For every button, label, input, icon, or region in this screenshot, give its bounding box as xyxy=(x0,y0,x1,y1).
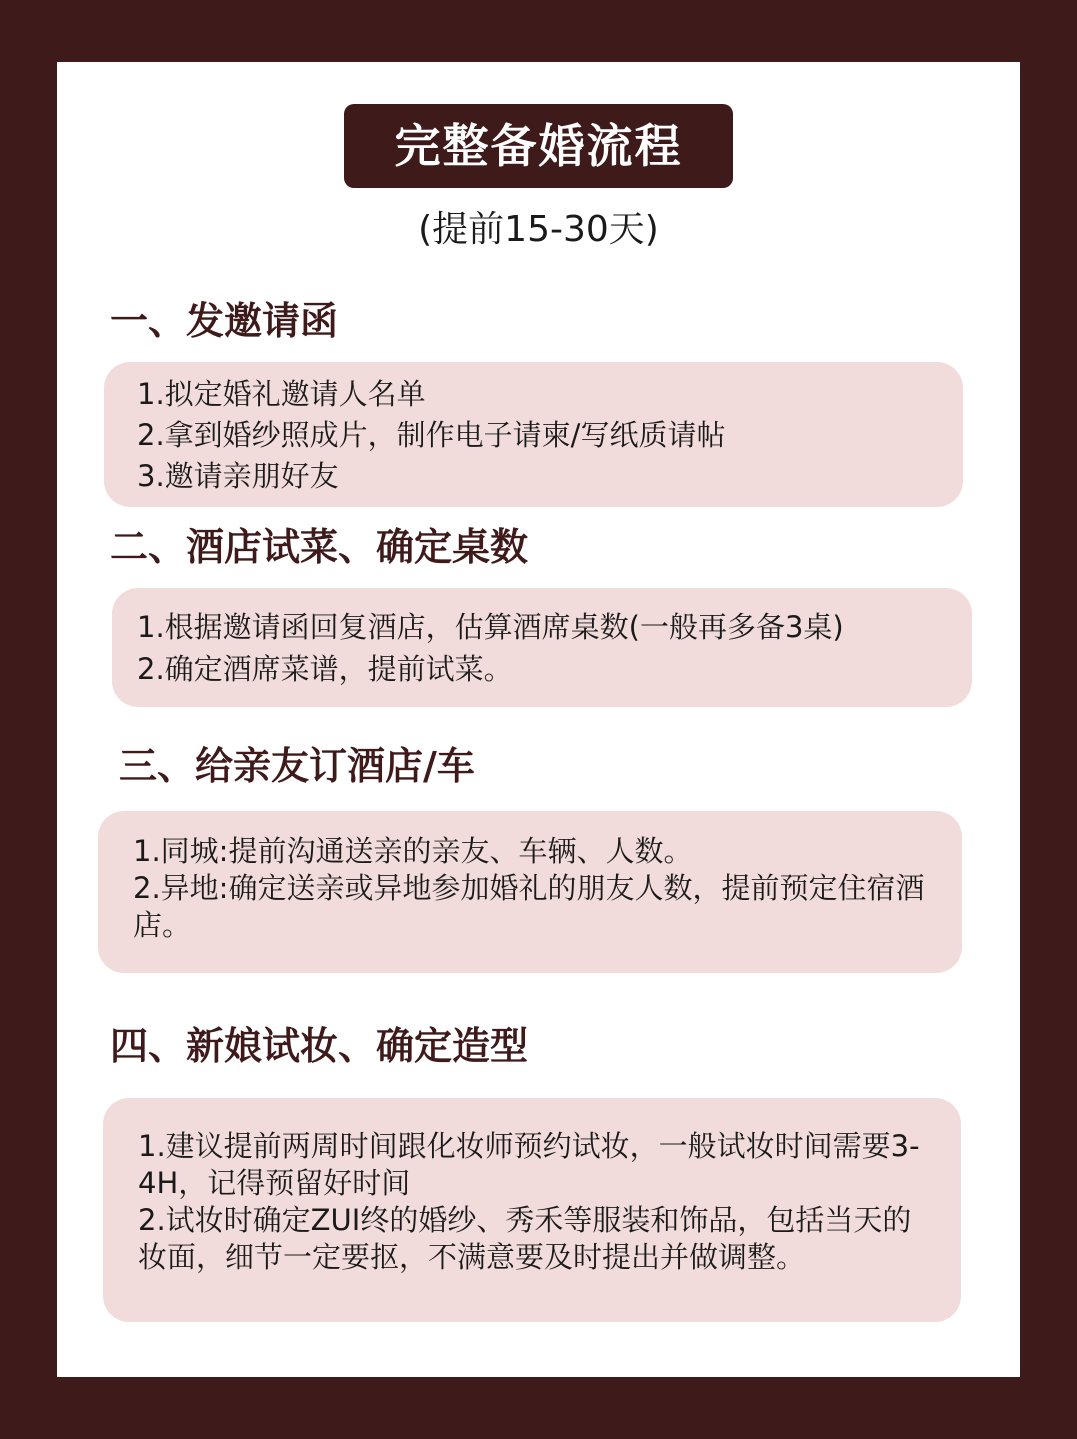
page-title: 完整备婚流程 xyxy=(344,104,733,188)
list-item: 3.邀请亲朋好友 xyxy=(137,459,339,493)
section-box-4 xyxy=(103,1098,961,1322)
section-box-1 xyxy=(104,362,963,507)
section-heading-4: 四、新娘试妆、确定造型 xyxy=(110,1024,529,1068)
section-heading-2: 二、酒店试菜、确定桌数 xyxy=(110,525,529,569)
list-item: 1.拟定婚礼邀请人名单 xyxy=(137,377,426,411)
list-item: 1.根据邀请函回复酒店，估算酒席桌数(一般再多备3桌) xyxy=(137,610,844,644)
list-item: 1.建议提前两周时间跟化妆师预约试妆，一般试妆时间需要3-4H，记得预留好时间 xyxy=(138,1129,920,1200)
page-subtitle: (提前15-30天) xyxy=(418,209,659,250)
section-heading-3: 三、给亲友订酒店/车 xyxy=(119,744,475,788)
list-item: 2.拿到婚纱照成片，制作电子请柬/写纸质请帖 xyxy=(137,418,726,452)
section-heading-1: 一、发邀请函 xyxy=(110,299,339,343)
list-item: 2.试妆时确定ZUI终的婚纱、秀禾等服装和饰品，包括当天的妆面，细节一定要抠，不满意要及时提出并做调整。 xyxy=(138,1203,912,1274)
section-box-3 xyxy=(98,811,962,973)
content-card xyxy=(57,62,1020,1377)
list-item: 2.异地:确定送亲或异地参加婚礼的朋友人数，提前预定住宿酒店。 xyxy=(133,871,925,942)
list-item: 2.确定酒席菜谱，提前试菜。 xyxy=(137,652,513,686)
section-box-2 xyxy=(112,588,972,707)
list-item: 1.同城:提前沟通送亲的亲友、车辆、人数。 xyxy=(133,834,693,868)
